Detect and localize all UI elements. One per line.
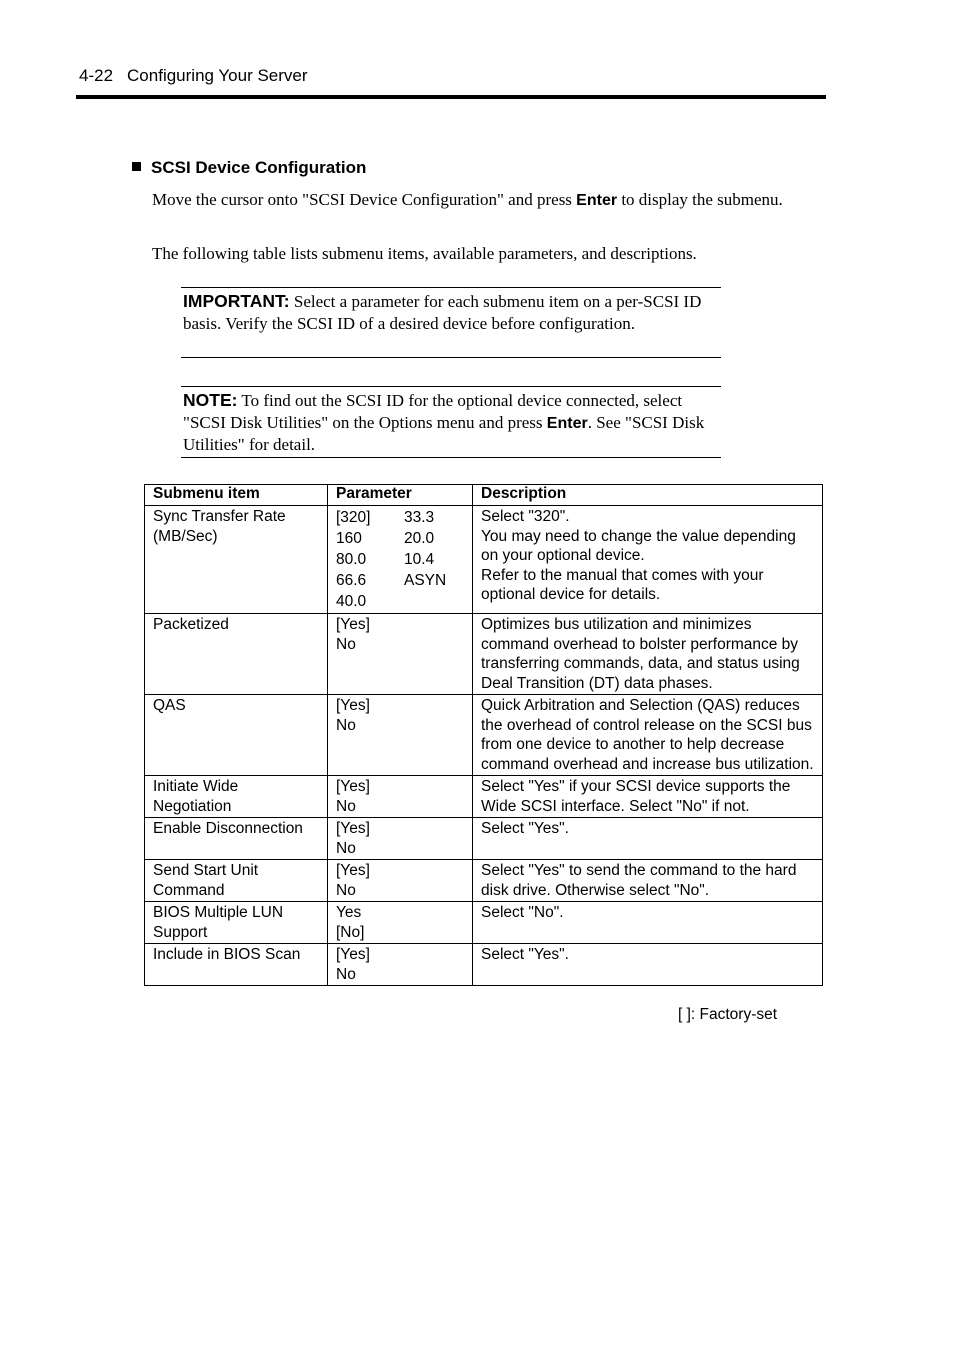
submenu-item-cell <box>145 506 328 614</box>
parameter-value: [No] <box>336 923 365 941</box>
page-header <box>79 66 308 86</box>
submenu-item-cell <box>145 860 328 902</box>
description-cell <box>473 695 823 776</box>
square-bullet-icon <box>132 162 141 171</box>
parameter-value: 20.0 <box>404 530 435 547</box>
submenu-item-text: Enable Disconnection <box>153 820 303 837</box>
parameter-cell <box>328 860 473 902</box>
header-rule <box>76 95 826 99</box>
description-cell <box>473 614 823 695</box>
intro-paragraph-1 <box>152 189 792 211</box>
parameter-value: 40.0 <box>336 593 367 610</box>
table-row <box>145 860 823 902</box>
parameter-value: Yes <box>336 904 362 921</box>
table-body <box>145 506 823 986</box>
enter-key-label: Enter <box>546 414 588 432</box>
parameter-value: 80.0 <box>336 551 367 568</box>
parameter-value: 10.4 <box>404 551 435 568</box>
description-text: Select "Yes". <box>481 820 569 837</box>
parameter-value: No <box>336 839 356 857</box>
submenu-item-cell <box>145 776 328 818</box>
parameter-value: 33.3 <box>404 509 435 526</box>
enter-key-label: Enter <box>576 192 618 209</box>
parameter-cell <box>328 818 473 860</box>
settings-table <box>144 484 823 986</box>
intro-text-end: to display the submenu. <box>617 190 783 209</box>
parameter-value: [Yes] <box>336 862 370 879</box>
parameter-value: [Yes] <box>336 778 370 795</box>
description-cell <box>473 902 823 944</box>
submenu-item-text: Sync Transfer Rate <box>153 508 286 525</box>
parameter-cell <box>328 614 473 695</box>
table-row <box>145 818 823 860</box>
parameter-value: [Yes] <box>336 616 370 633</box>
important-text: Select a parameter for each submenu item on a per-SCSI ID basis. Verify the SCSI ID of a desired device before configuration. <box>183 292 702 333</box>
parameter-value: [Yes] <box>336 697 370 714</box>
parameter-value: [Yes] <box>336 946 370 963</box>
submenu-item-text: Initiate Wide <box>153 778 239 795</box>
description-text: You may need to change the value depending on your optional device. <box>481 527 796 564</box>
description-text: Quick Arbitration and Selection (QAS) reduces the overhead of control release on the SCSI bus from one device to another to help decrease command overhead and increase bus utilization. <box>481 697 814 773</box>
description-cell <box>473 776 823 818</box>
description-text: Refer to the manual that comes with your optional device for details. <box>481 566 764 603</box>
parameter-value: No <box>336 881 356 899</box>
parameter-value: No <box>336 635 356 653</box>
column-header: Submenu item <box>145 485 328 506</box>
section-title: SCSI Device Configuration <box>151 158 367 177</box>
description-text: Select "No". <box>481 904 564 921</box>
submenu-item-cell <box>145 614 328 695</box>
parameter-value: [Yes] <box>336 820 370 837</box>
parameter-cell <box>328 902 473 944</box>
submenu-item-text: Negotiation <box>153 797 232 815</box>
section-heading <box>132 158 366 178</box>
description-text: Select "Yes" to send the command to the hard disk drive. Otherwise select "No". <box>481 862 797 899</box>
submenu-item-cell <box>145 818 328 860</box>
table-row <box>145 614 823 695</box>
important-callout <box>181 287 721 358</box>
parameter-cell <box>328 776 473 818</box>
note-text-end: . See "SCSI Disk Utilities" for detail. <box>183 412 705 454</box>
parameter-cell <box>328 506 473 614</box>
submenu-item-cell <box>145 902 328 944</box>
table-row <box>145 506 823 614</box>
page-number: 4-22 <box>79 66 114 85</box>
parameter-value: No <box>336 965 356 983</box>
description-text: Select "Yes". <box>481 946 569 963</box>
submenu-item-text: Include in BIOS Scan <box>153 946 301 963</box>
parameter-value: No <box>336 797 356 815</box>
parameter-value: 160 <box>336 530 362 547</box>
factory-set-footnote: [ ]: Factory-set <box>678 1006 778 1023</box>
submenu-item-text: Support <box>153 923 208 941</box>
submenu-item-cell <box>145 944 328 986</box>
note-label: NOTE: <box>183 390 238 410</box>
table-row <box>145 944 823 986</box>
note-callout <box>181 386 721 458</box>
description-cell <box>473 944 823 986</box>
parameter-value: No <box>336 716 356 734</box>
parameter-cell <box>328 944 473 986</box>
description-text: Select "320". <box>481 508 570 525</box>
intro-paragraph-2: The following table lists submenu items, available parameters, and descriptions. <box>152 244 697 263</box>
submenu-item-text: (MB/Sec) <box>153 527 218 545</box>
description-cell <box>473 860 823 902</box>
table-row <box>145 902 823 944</box>
submenu-item-text: Packetized <box>153 616 229 633</box>
submenu-item-text: Send Start Unit <box>153 862 259 879</box>
intro-text: Move the cursor onto "SCSI Device Configuration" and press <box>152 190 577 209</box>
submenu-item-cell <box>145 695 328 776</box>
parameter-value: ASYN <box>404 572 447 589</box>
parameter-value: [320] <box>336 509 371 526</box>
submenu-item-text: BIOS Multiple LUN <box>153 904 284 921</box>
submenu-item-text: Command <box>153 881 225 899</box>
description-text: Optimizes bus utilization and minimizes command overhead to bolster performance by transferring commands, data, and status using Deal Transition (DT) data phases. <box>481 616 800 692</box>
column-header: Description <box>473 485 823 506</box>
description-text: Select "Yes" if your SCSI device supports the Wide SCSI interface. Select "No" if not. <box>481 778 791 815</box>
description-cell <box>473 818 823 860</box>
important-label: IMPORTANT: <box>183 291 290 311</box>
parameter-value <box>404 591 464 612</box>
table-row <box>145 695 823 776</box>
column-header: Parameter <box>328 485 473 506</box>
chapter-title: Configuring Your Server <box>127 66 308 85</box>
note-text: To find out the SCSI ID for the optional device connected, select "SCSI Disk Utilities" on the Options menu and press <box>183 391 683 432</box>
description-cell <box>473 506 823 614</box>
table-row <box>145 776 823 818</box>
table-header-row <box>145 485 823 506</box>
parameter-value: 66.6 <box>336 572 367 589</box>
submenu-item-text: QAS <box>153 697 186 714</box>
parameter-cell <box>328 695 473 776</box>
